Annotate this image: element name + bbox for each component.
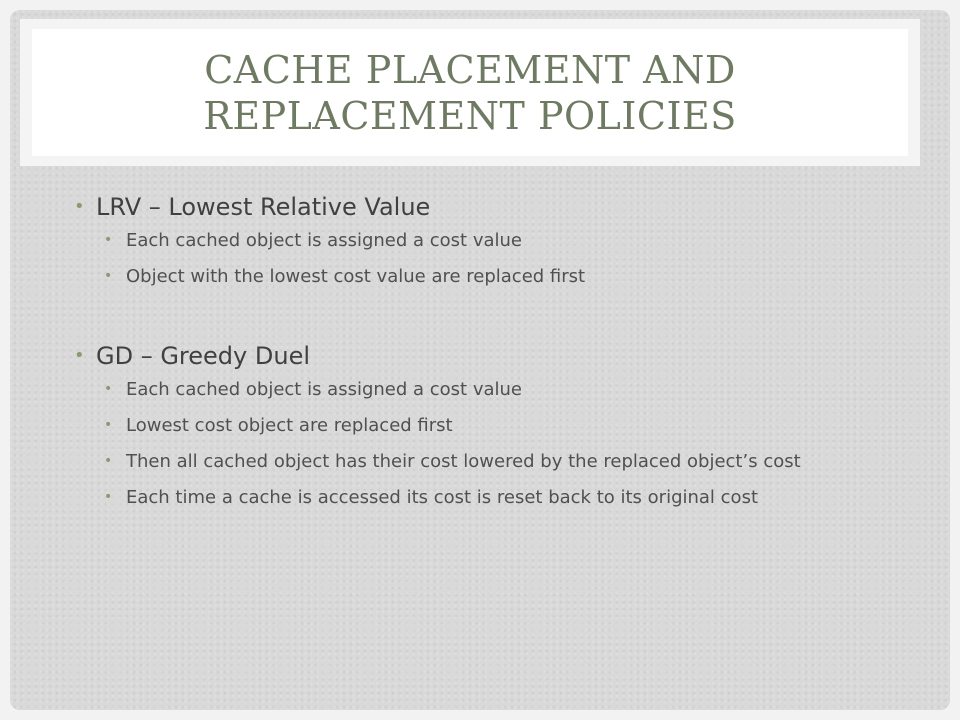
sub-bullet-text: Lowest cost object are replaced first <box>126 415 453 436</box>
bullet-dot-icon: • <box>104 417 113 433</box>
sub-bullet-text: Each cached object is assigned a cost value <box>126 230 522 251</box>
bullet-dot-icon: • <box>104 268 113 284</box>
bullet-heading <box>72 190 892 224</box>
sub-bullet <box>72 413 892 438</box>
section-lrv <box>72 190 892 289</box>
heading-text: GD – Greedy Duel <box>96 342 310 370</box>
bullet-dot-icon: • <box>104 381 113 397</box>
sub-bullet <box>72 377 892 402</box>
title-line-1: CACHE PLACEMENT AND <box>204 47 736 92</box>
sub-bullet-text: Each cached object is assigned a cost value <box>126 379 522 400</box>
title-line-2: REPLACEMENT POLICIES <box>203 93 737 138</box>
bullet-dot-icon: • <box>74 196 85 217</box>
bullet-dot-icon: • <box>104 489 113 505</box>
sub-bullet-text: Each time a cache is accessed its cost is reset back to its original cost <box>126 487 759 508</box>
sub-bullet-text: Object with the lowest cost value are replaced first <box>126 266 586 287</box>
sub-bullet <box>72 449 892 474</box>
slide-body <box>72 190 892 510</box>
sub-bullet <box>72 485 892 510</box>
section-gd <box>72 339 892 510</box>
bullet-dot-icon: • <box>104 453 113 469</box>
bullet-dot-icon: • <box>104 232 113 248</box>
title-box <box>32 29 908 156</box>
slide-title <box>203 47 737 139</box>
sub-bullet <box>72 264 892 289</box>
sub-bullet-text: Then all cached object has their cost lowered by the replaced object’s cost <box>126 451 801 472</box>
bullet-heading <box>72 339 892 373</box>
heading-text: LRV – Lowest Relative Value <box>96 193 431 221</box>
sub-bullet <box>72 228 892 253</box>
bullet-dot-icon: • <box>74 345 85 366</box>
